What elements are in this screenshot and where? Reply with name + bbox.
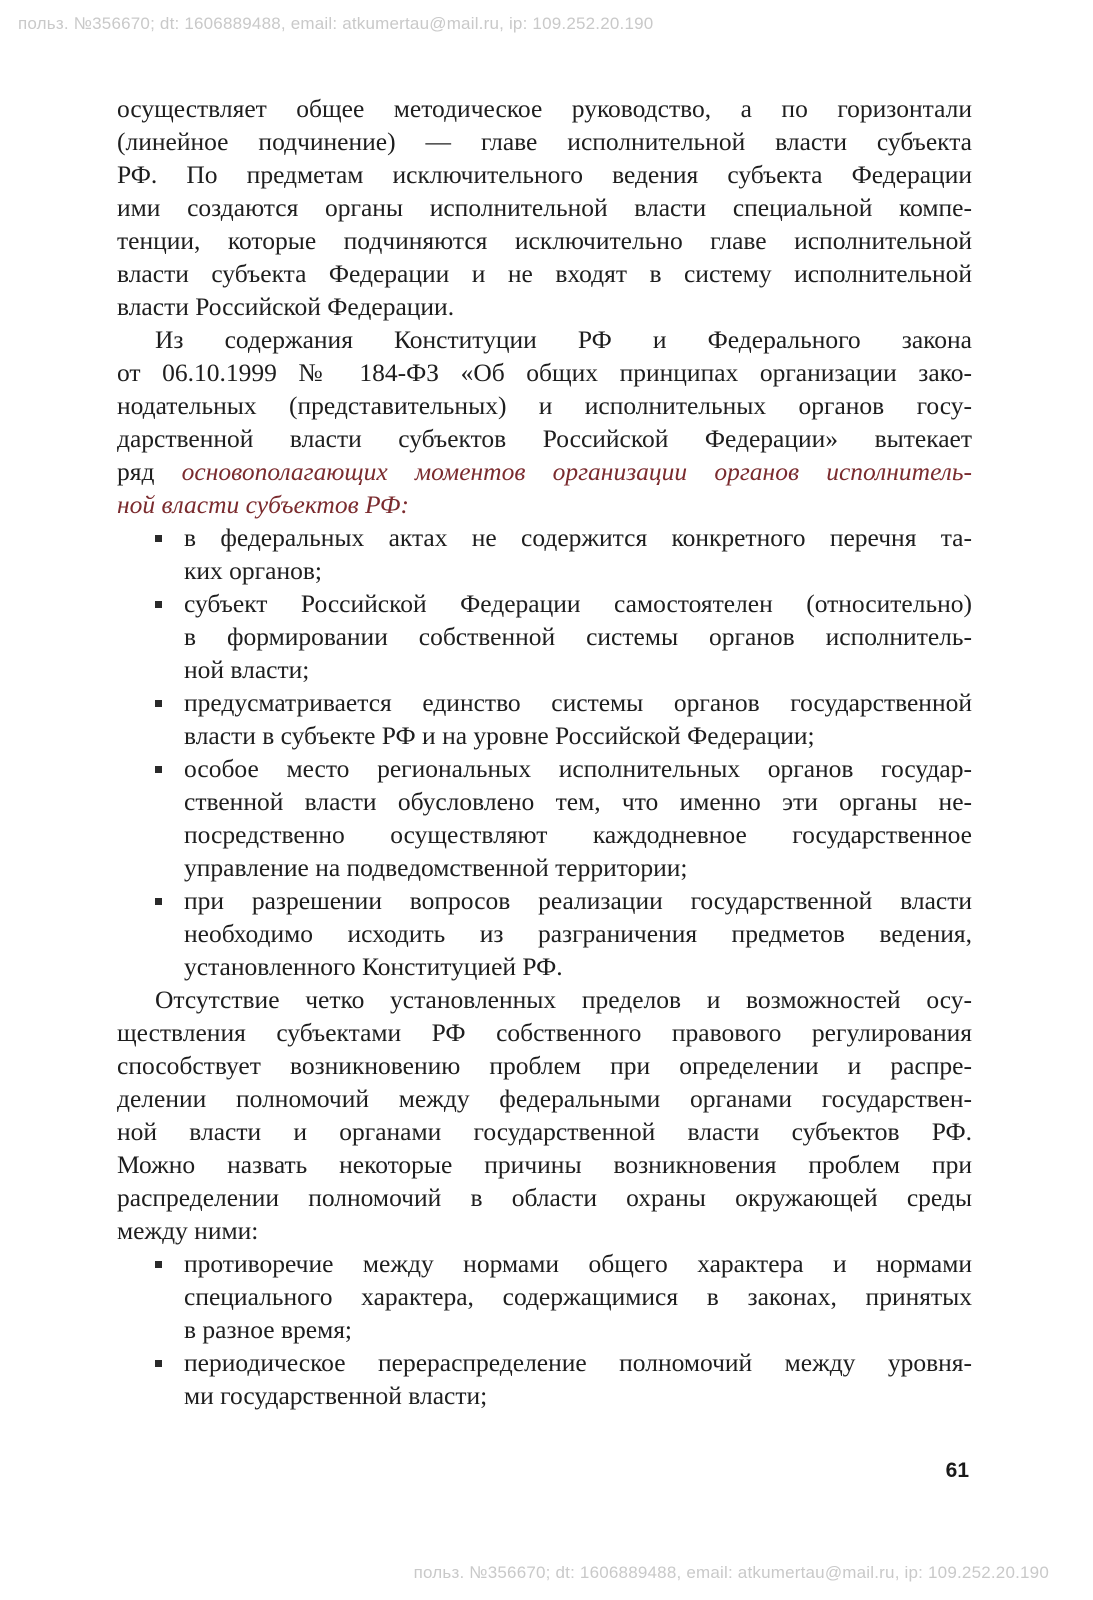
list-item xyxy=(117,1247,972,1346)
text-line: между ними: xyxy=(117,1216,259,1245)
text-line: распределении полномочий в области охраны окружающей среды xyxy=(117,1183,972,1212)
bullet-list-1 xyxy=(117,521,972,983)
text-line: периодическое перераспределение полномочий между уровня- xyxy=(184,1346,972,1379)
text-line: специального характера, содержащимися в законах, принятых xyxy=(184,1282,972,1311)
text-line: от 06.10.1999 № 184-ФЗ «Об общих принципах организации зако- xyxy=(117,358,972,387)
bullet-icon xyxy=(155,766,162,773)
text-line: нодательных (представительных) и исполнительных органов госу- xyxy=(117,391,972,420)
text-line: власти субъекта Федерации и не входят в систему исполнительной xyxy=(117,259,972,288)
text-line: установленного Конституцией РФ. xyxy=(184,952,563,981)
text-line: в федеральных актах не содержится конкретного перечня та- xyxy=(184,521,972,554)
text-line: посредственно осуществляют каждодневное государственное xyxy=(184,820,972,849)
emphasized-text: ной власти субъектов РФ: xyxy=(117,490,409,519)
text-line: ществления субъектами РФ собственного правового регулирования xyxy=(117,1018,972,1047)
bullet-icon xyxy=(155,1360,162,1367)
text-line: в разное время; xyxy=(184,1315,353,1344)
text-line: противоречие между нормами общего характера и нормами xyxy=(184,1247,972,1280)
text-line: дарственной власти субъектов Российской Федерации» вытекает xyxy=(117,424,972,453)
page-text xyxy=(117,92,972,1412)
text-line: в формировании собственной системы органов исполнитель- xyxy=(184,622,972,651)
list-item xyxy=(117,1346,972,1412)
bullet-icon xyxy=(155,898,162,905)
paragraph-1 xyxy=(117,92,972,323)
bullet-icon xyxy=(155,1261,162,1268)
text-line: (линейное подчинение) — главе исполнительной власти субъекта xyxy=(117,127,972,156)
text-line: Из содержания Конституции РФ и Федерального закона xyxy=(155,325,972,354)
bullet-icon xyxy=(155,601,162,608)
text-line: Можно назвать некоторые причины возникновения проблем при xyxy=(117,1150,972,1179)
text-line: ной власти и органами государственной власти субъектов РФ. xyxy=(117,1117,972,1146)
text-line xyxy=(117,455,972,488)
text-line: РФ. По предметам исключительного ведения субъекта Федерации xyxy=(117,160,972,189)
text-line: предусматривается единство системы органов государственной xyxy=(184,686,972,719)
bullet-icon xyxy=(155,535,162,542)
list-item xyxy=(117,521,972,587)
text-line: особое место региональных исполнительных органов государ- xyxy=(184,752,972,785)
paragraph-3 xyxy=(117,983,972,1247)
list-item xyxy=(117,752,972,884)
list-item xyxy=(117,587,972,686)
bullet-list-2 xyxy=(117,1247,972,1412)
text-line: тенции, которые подчиняются исключительно главе исполнительной xyxy=(117,226,972,255)
watermark-bottom: польз. №356670; dt: 1606889488, email: atkumertau@mail.ru, ip: 109.252.20.190 xyxy=(413,1563,1049,1582)
text-line: осуществляет общее методическое руководство, а по горизонтали xyxy=(117,94,972,123)
list-item xyxy=(117,686,972,752)
text-line: ственной власти обусловлено тем, что именно эти органы не- xyxy=(184,787,972,816)
list-item xyxy=(117,884,972,983)
watermark-top: польз. №356670; dt: 1606889488, email: atkumertau@mail.ru, ip: 109.252.20.190 xyxy=(18,14,654,33)
paragraph-2 xyxy=(117,323,972,521)
lead-text: ряд xyxy=(117,457,182,486)
text-line: делении полномочий между федеральными органами государствен- xyxy=(117,1084,972,1113)
page-number: 61 xyxy=(945,1459,969,1482)
text-line: субъект Российской Федерации самостоятелен (относительно) xyxy=(184,587,972,620)
text-line: власти Российской Федерации. xyxy=(117,292,455,321)
text-line: ной власти; xyxy=(184,655,310,684)
text-line: при разрешении вопросов реализации государственной власти xyxy=(184,884,972,917)
text-line: управление на подведомственной территории; xyxy=(184,853,688,882)
emphasized-text: основополагающих моментов организации органов исполнитель- xyxy=(181,457,972,486)
text-line: Отсутствие четко установленных пределов и возможностей осу- xyxy=(155,985,972,1014)
bullet-icon xyxy=(155,700,162,707)
text-line: необходимо исходить из разграничения предметов ведения, xyxy=(184,919,972,948)
text-line: ими создаются органы исполнительной власти специальной компе- xyxy=(117,193,972,222)
text-line: власти в субъекте РФ и на уровне Российской Федерации; xyxy=(184,721,815,750)
text-line: способствует возникновению проблем при определении и распре- xyxy=(117,1051,972,1080)
text-line: ми государственной власти; xyxy=(184,1381,488,1410)
text-line: ких органов; xyxy=(184,556,322,585)
